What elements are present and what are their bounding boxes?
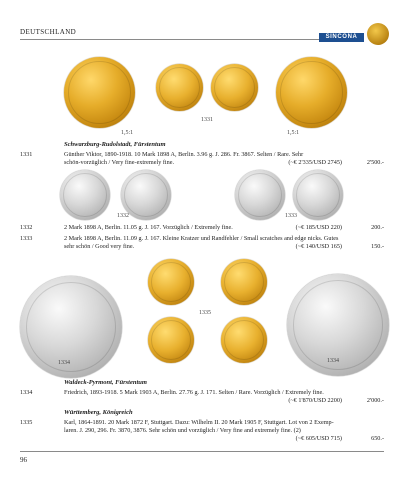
scale-label-right: 1,5:1: [287, 130, 300, 136]
lot-description-line: 2 Mark 1898 A, Berlin. 11.09 g. J. 167. Kleine Kratzer und Randfehler / Small scratches and edge nicks. Gutes: [64, 235, 339, 242]
section-heading: Württemberg, Königreich: [64, 409, 133, 416]
lot-number: 1334: [20, 389, 33, 396]
lot-estimate: (~€ 140/USD 165): [295, 243, 342, 250]
section-heading: Schwarzburg-Rudolstadt, Fürstentum: [64, 141, 166, 148]
lot-description-line: schön-vorzüglich / Very fine-extremely fine.: [64, 159, 175, 166]
lot-estimate: (~€ 1'870/USD 2200): [288, 397, 342, 404]
logo-coin-icon: [367, 23, 389, 45]
header-rule: [20, 39, 320, 40]
lot-number: 1331: [20, 151, 33, 158]
brand-logo: SINCONA: [319, 33, 364, 42]
coin-1335-a-obverse: [148, 259, 194, 305]
coin-1333-reverse: [293, 170, 343, 220]
coin-1331-obverse: [156, 64, 203, 111]
lot-price: 650.-: [371, 435, 384, 442]
lot-number: 1335: [20, 419, 33, 426]
lot-description-line: sehr schön / Good very fine.: [64, 243, 135, 250]
coin-1335-b-obverse: [221, 259, 267, 305]
coin-1334-obverse: [20, 276, 122, 378]
coin-1333-obverse: [235, 170, 285, 220]
coin-1335-a-reverse: [148, 317, 194, 363]
coin-label-1335: 1335: [199, 310, 211, 316]
footer-rule: [20, 451, 384, 452]
lot-estimate: (~€ 605/USD 715): [295, 435, 342, 442]
page-number: 96: [20, 456, 27, 464]
coin-label-1334-right: 1334: [327, 358, 339, 364]
coin-1335-b-reverse: [221, 317, 267, 363]
lot-description: [64, 389, 364, 397]
page-header-title: DEUTSCHLAND: [20, 28, 77, 36]
lot-estimate: (~€ 2'335/USD 2745): [288, 159, 342, 166]
lot-description-line: Karl, 1864-1891. 20 Mark 1872 F, Stuttgart. Dazu: Wilhelm II. 20 Mark 1905 F, Stuttgart. Lot von 2 Exemp-: [64, 419, 334, 426]
coin-1331-obverse-large: [64, 57, 135, 128]
coin-1331-reverse-large: [276, 57, 347, 128]
lot-price: 150.-: [371, 243, 384, 250]
lot-price: 2'000.-: [366, 397, 384, 404]
section-heading: Waldeck-Pyrmont, Fürstentum: [64, 379, 147, 386]
lot-price: 200.-: [371, 224, 384, 231]
lot-description-line: Günther Viktor, 1890-1918. 10 Mark 1898 A, Berlin. 3.96 g. J. 286. Fr. 3867. Selten / Rare. Sehr: [64, 151, 304, 158]
lot-number: 1332: [20, 224, 33, 231]
coin-1331-reverse: [211, 64, 258, 111]
scale-label-left: 1,5:1: [121, 130, 134, 136]
lot-price: 2'500.-: [366, 159, 384, 166]
coin-label-1332: 1332: [117, 213, 129, 219]
lot-estimate: (~€ 185/USD 220): [295, 224, 342, 231]
lot-number: 1333: [20, 235, 33, 242]
lot-description-line: laren. J. 290, 296. Fr. 3870, 3876. Sehr schön und vorzüglich / Very fine and extremely fine. (2): [64, 427, 301, 434]
coin-label-1334-left: 1334: [58, 360, 70, 366]
coin-label-1333: 1333: [285, 213, 297, 219]
coin-label-1331: 1331: [201, 117, 213, 123]
lot-description-line: Friedrich, 1893-1918. 5 Mark 1903 A, Berlin. 27.76 g. J. 171. Selten / Rare. Vorzüglich / Extremely fine.: [64, 389, 324, 396]
lot-description-line: 2 Mark 1898 A, Berlin. 11.05 g. J. 167. Vorzüglich / Extremely fine.: [64, 224, 233, 231]
lot-description: [64, 419, 364, 435]
coin-1332-obverse: [60, 170, 110, 220]
